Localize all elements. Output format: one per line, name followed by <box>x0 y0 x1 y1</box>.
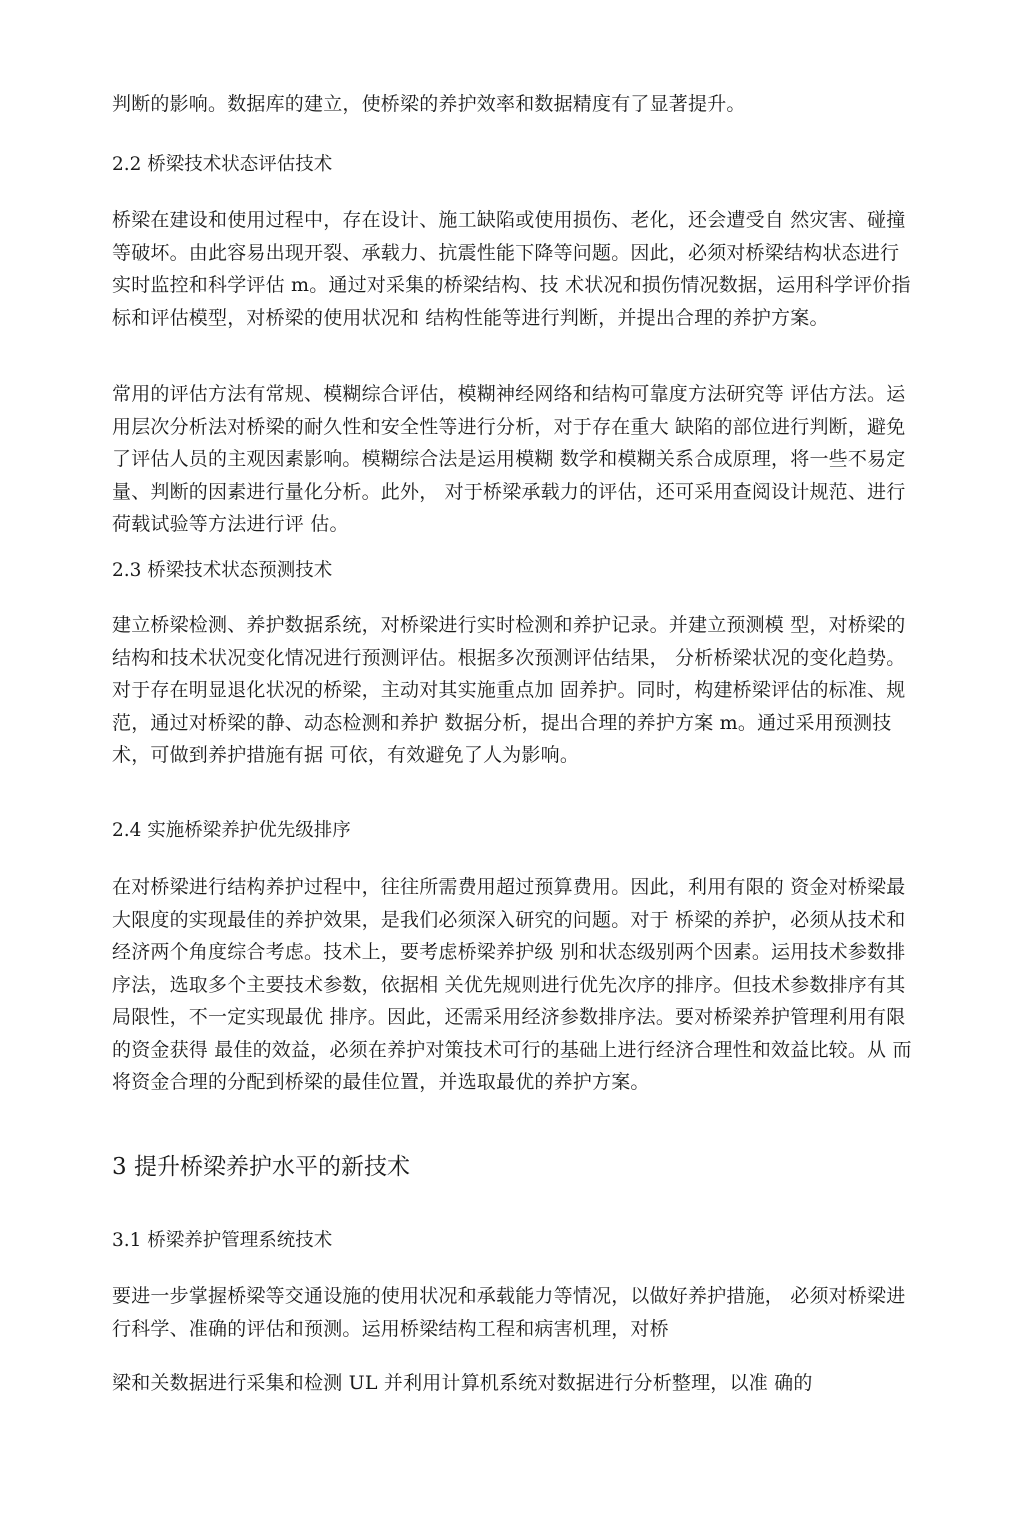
heading-3-1: 3.1 桥梁养护管理系统技术 <box>112 1230 333 1251</box>
heading-3: 3 提升桥梁养护水平的新技术 <box>112 1154 410 1180</box>
heading-2-2: 2.2 桥梁技术状态评估技术 <box>112 154 333 175</box>
heading-2-4: 2.4 实施桥梁养护优先级排序 <box>112 820 351 841</box>
paragraph-database-impact: 判断的影响。数据库的建立，使桥梁的养护效率和数据精度有了显著提升。 <box>112 93 746 115</box>
heading-2-3: 2.3 桥梁技术状态预测技术 <box>112 560 333 581</box>
paragraph-3-1-system: 要进一步掌握桥梁等交通设施的使用状况和承载能力等情况，以做好养护措施， 必须对桥梁进行科学、准确的评估和预测。运用桥梁结构工程和病害机理，对桥 <box>112 1285 906 1340</box>
paragraph-2-2-structure-state: 桥梁在建设和使用过程中，存在设计、施工缺陷或使用损伤、老化，还会遭受自 然灾害、碰撞等破坏。由此容易出现开裂、承载力、抗震性能下降等问题。因此，必须对桥梁结构状态进行实时监控和科学评估 m。通过对采集的桥梁结构、技 术状况和损伤情况数据，运用科学评价指标和评估模型，对桥梁的使用状况和 结构性能等进行判断，并提出合理的养护方案。 <box>112 209 911 329</box>
paragraph-2-3-prediction: 建立桥梁检测、养护数据系统，对桥梁进行实时检测和养护记录。并建立预测模 型，对桥梁的结构和技术状况变化情况进行预测评估。根据多次预测评估结果， 分析桥梁状况的变化趋势。对于存在明显退化状况的桥梁，主动对其实施重点加 固养护。同时，构建桥梁评估的标准、规范，通过对桥梁的静、动态检测和养护 数据分析，提出合理的养护方案 m。通过采用预测技术，可做到养护措施有据 可依，有效避免了人为影响。 <box>112 614 906 766</box>
paragraph-2-2-evaluation-methods: 常用的评估方法有常规、模糊综合评估，模糊神经网络和结构可靠度方法研究等 评估方法。运用层次分析法对桥梁的耐久性和安全性等进行分析，对于存在重大 缺陷的部位进行判断，避免了评估人员的主观因素影响。模糊综合法是运用模糊 数学和模糊关系合成原理，将一些不易定量、判断的因素进行量化分析。此外， 对于桥梁承载力的评估，还可采用查阅设计规范、进行荷载试验等方法进行评 估。 <box>112 383 906 535</box>
paragraph-3-1-data: 梁和关数据进行采集和检测 UL 并利用计算机系统对数据进行分析整理，以准 确的 <box>112 1372 813 1394</box>
paragraph-2-4-priority: 在对桥梁进行结构养护过程中，往往所需费用超过预算费用。因此，利用有限的 资金对桥梁最大限度的实现最佳的养护效果，是我们必须深入研究的问题。对于 桥梁的养护，必须从技术和经济两个角度综合考虑。技术上，要考虑桥梁养护级 别和状态级别两个因素。运用技术参数排序法，选取多个主要技术参数，依据相 关优先规则进行优先次序的排序。但技术参数排序有其局限性，不一定实现最优 排序。因此，还需采用经济参数排序法。要对桥梁养护管理利用有限的资金获得 最佳的效益，必须在养护对策技术可行的基础上进行经济合理性和效益比较。从 而将资金合理的分配到桥梁的最佳位置，并选取最优的养护方案。 <box>112 876 912 1093</box>
